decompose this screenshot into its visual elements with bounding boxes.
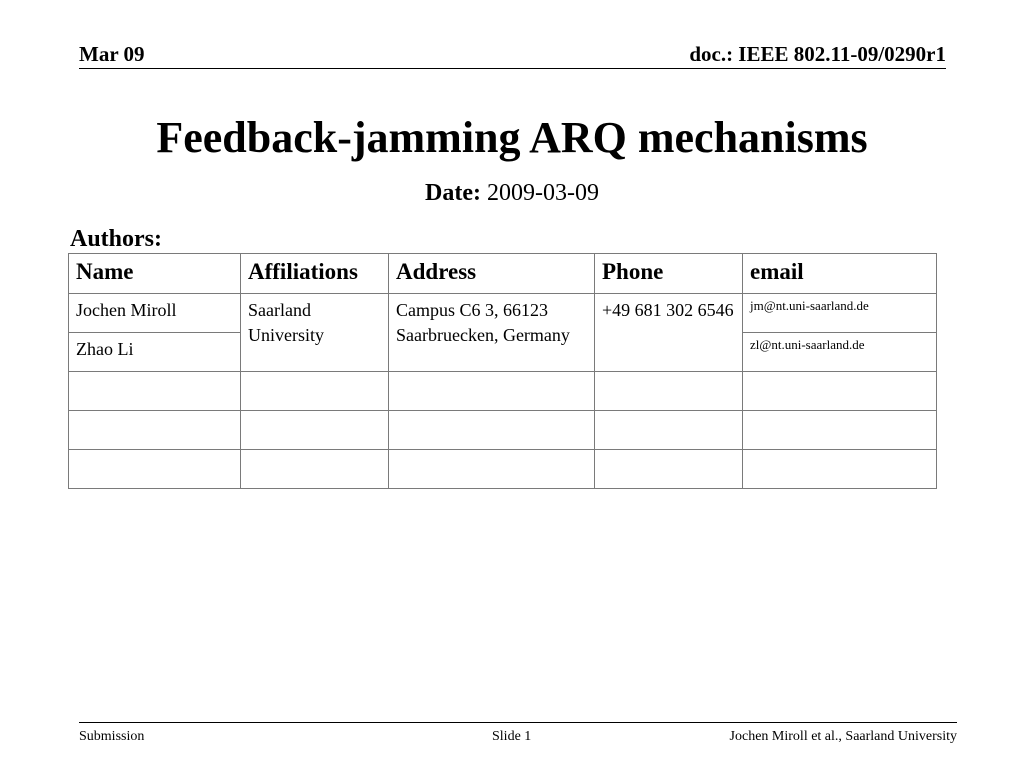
table-row-empty: [69, 450, 937, 489]
author-phone: +49 681 302 6546: [595, 294, 743, 372]
column-header-phone: Phone: [595, 254, 743, 294]
date-line: [0, 180, 1024, 207]
date-label: Date:: [425, 180, 481, 206]
authors-label: Authors:: [70, 226, 163, 252]
empty-cell: [241, 372, 389, 411]
author-email: zl@nt.uni-saarland.de: [743, 333, 937, 372]
footer-authors: Jochen Miroll et al., Saarland University: [729, 729, 957, 744]
empty-cell: [743, 411, 937, 450]
empty-cell: [69, 411, 241, 450]
empty-cell: [595, 450, 743, 489]
header-date: Mar 09: [79, 42, 145, 66]
empty-cell: [241, 411, 389, 450]
table-row-empty: [69, 372, 937, 411]
empty-cell: [595, 411, 743, 450]
column-header-affiliations: Affiliations: [241, 254, 389, 294]
column-header-address: Address: [389, 254, 595, 294]
column-header-email: email: [743, 254, 937, 294]
empty-cell: [595, 372, 743, 411]
author-address: Campus C6 3, 66123 Saarbruecken, Germany: [389, 294, 595, 372]
footer-slide-number: Slide 1: [492, 729, 532, 744]
authors-table: [68, 253, 937, 489]
footer-submission: Submission: [79, 729, 145, 744]
empty-cell: [389, 411, 595, 450]
slide-title: Feedback-jamming ARQ mechanisms: [156, 113, 868, 162]
author-name: Jochen Miroll: [69, 294, 241, 333]
empty-cell: [389, 372, 595, 411]
empty-cell: [241, 450, 389, 489]
footer-divider: [79, 722, 957, 723]
table-row-empty: [69, 411, 937, 450]
table-header-row: [69, 254, 937, 294]
date-value: 2009-03-09: [486, 180, 599, 206]
author-affiliation: Saarland University: [241, 294, 389, 372]
empty-cell: [743, 372, 937, 411]
author-email: jm@nt.uni-saarland.de: [743, 294, 937, 333]
empty-cell: [69, 450, 241, 489]
empty-cell: [389, 450, 595, 489]
author-name: Zhao Li: [69, 333, 241, 372]
column-header-name: Name: [69, 254, 241, 294]
header-doc-id: doc.: IEEE 802.11-09/0290r1: [689, 42, 946, 66]
table-row: [69, 294, 937, 333]
empty-cell: [743, 450, 937, 489]
empty-cell: [69, 372, 241, 411]
header-divider: [79, 68, 946, 69]
